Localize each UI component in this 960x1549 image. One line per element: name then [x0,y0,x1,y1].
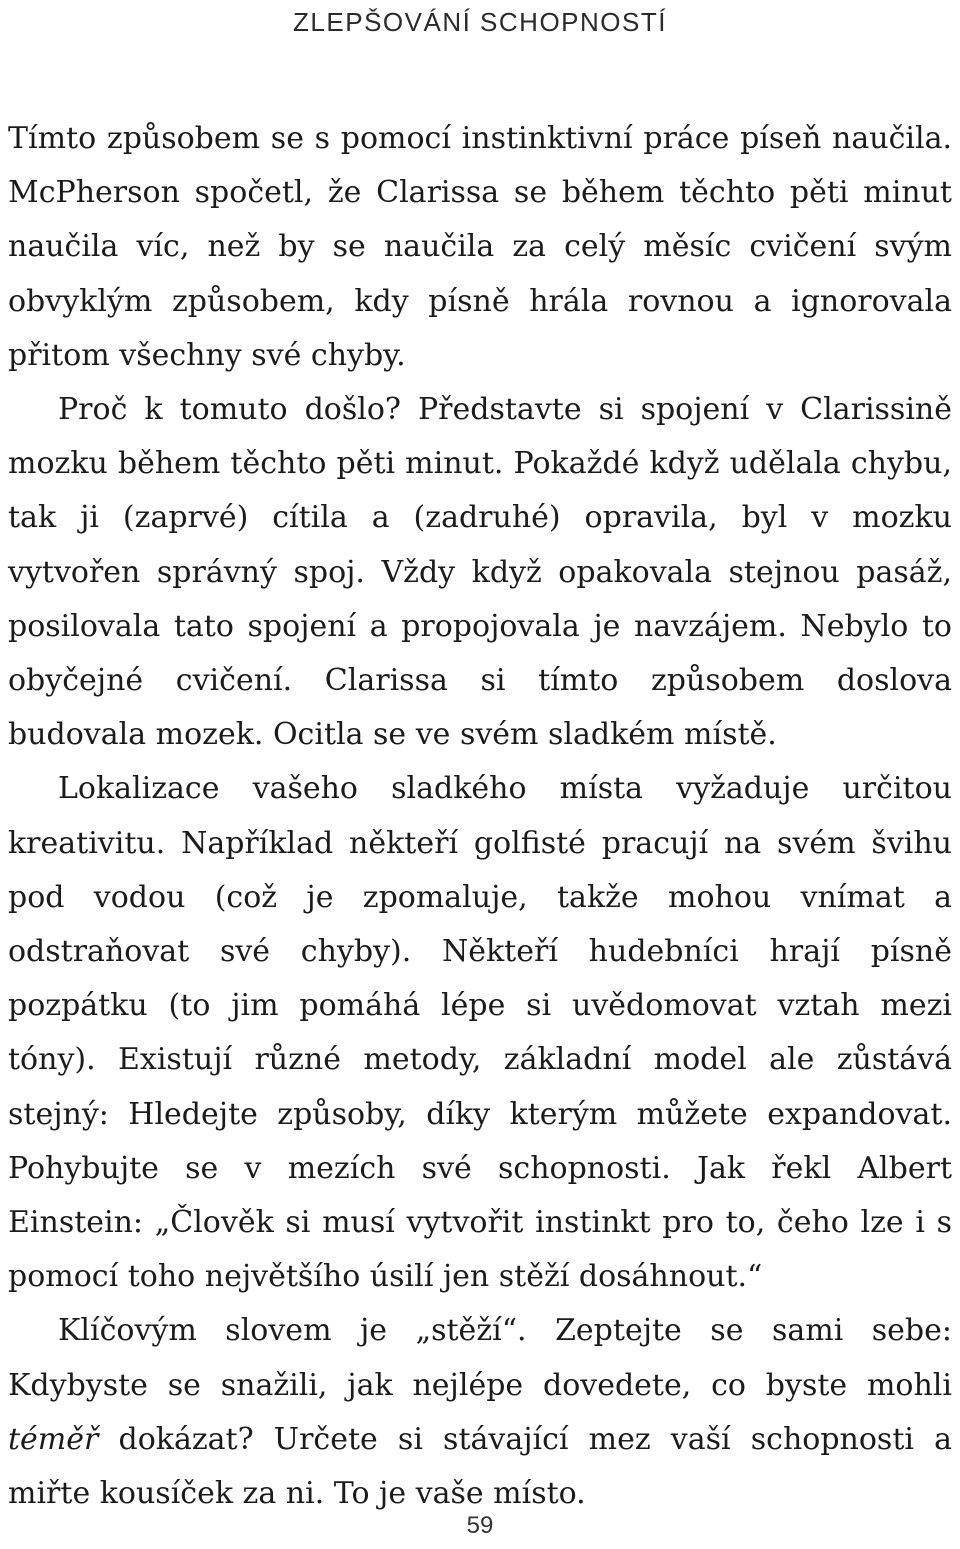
paragraph-4-text-after: dokázat? Určete si stávající mez vaší schopnosti a miřte kousíček za ni. To je vaše místo. [8,1421,952,1512]
paragraph-1: Tímto způsobem se s pomocí instinktivní práce píseň naučila. McPherson spočetl, že Clarissa se během těchto pěti minut naučila víc, než by se naučila za celý měsíc cvičení svým obvyklým způsobem, kdy písně hrála rovnou a ignorovala přitom všechny své chyby. [8,121,952,373]
paragraph-4-text-before: Klíčovým slovem je „stěží“. Zeptejte se sami sebe: Kdybyste se snažili, jak nejlépe dovedete, co byste mohli [8,1313,952,1403]
body-text [8,112,952,1521]
running-head: ZLEPŠOVÁNÍ SCHOPNOSTÍ [293,7,667,37]
paragraph-4-emphasis: téměř [8,1421,99,1457]
page-number: 59 [466,1512,494,1539]
paragraph-3: Lokalizace vašeho sladkého místa vyžaduje určitou kreativitu. Například někteří golfisté pracují na svém švihu pod vodou (což je zpomaluje, takže mohou vnímat a odstraňovat své chyby). Někteří hudebníci hrají písně pozpátku (to jim pomáhá lépe si uvědomovat vztah mezi tóny). Existují různé metody, základní model ale zůstává stejný: Hledejte způsoby, díky kterým můžete expandovat. Pohybujte se v mezích své schopnosti. Jak řekl Albert Einstein: „Člověk si musí vytvořit instinkt pro to, čeho lze i s pomocí toho největšího úsilí jen stěží dosáhnout.“ [8,771,952,1295]
paragraph-4 [8,1304,952,1521]
paragraph-2: Proč k tomuto došlo? Představte si spojení v Clarissině mozku během těchto pěti minut. Pokaždé když udělala chybu, tak ji (zaprvé) cítila a (zadruhé) opravila, byl v mozku vytvořen správný spoj. Vždy když opakovala stejnou pasáž, posilovala tato spojení a propojovala je navzájem. Nebylo to obyčejné cvičení. Clarissa si tímto způsobem doslova budovala mozek. Ocitla se ve svém sladkém místě. [8,392,952,753]
